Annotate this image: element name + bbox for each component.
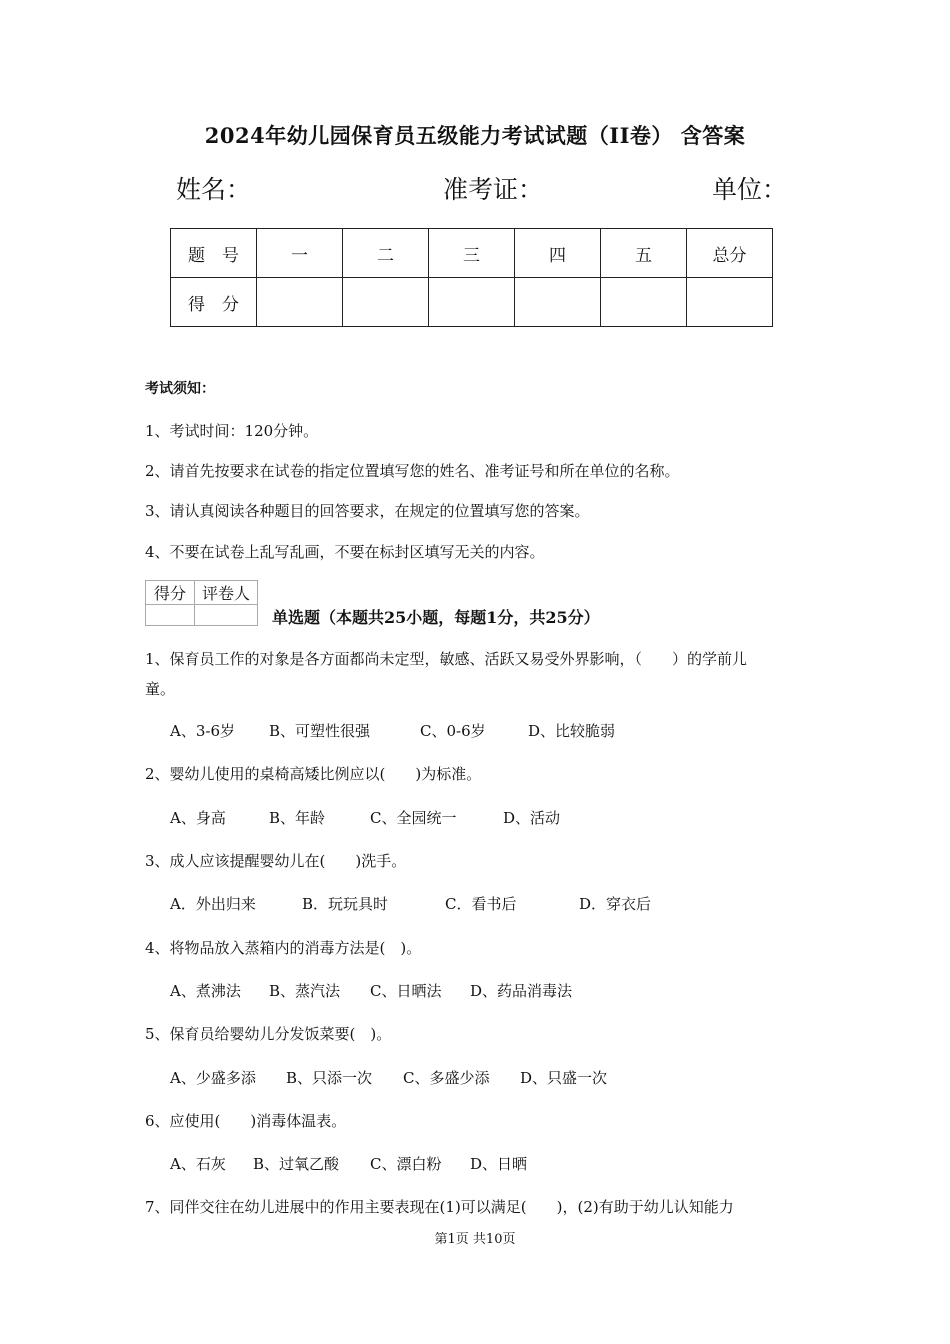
- option: B、过氧乙酸: [253, 1155, 340, 1173]
- score-input-cell: [429, 278, 515, 327]
- score-table-score-row: [171, 278, 773, 327]
- option: D、比较脆弱: [528, 722, 616, 740]
- notice-heading: 考试须知：: [145, 381, 215, 397]
- option: B、蒸汽法: [269, 982, 341, 1000]
- score-table-header-row: [171, 229, 773, 278]
- option: D．穿衣后: [579, 895, 652, 913]
- score-table-cell: 总分: [687, 229, 773, 278]
- option: A、3-6岁: [170, 722, 235, 740]
- name-label: 姓名：: [176, 175, 252, 204]
- question-stem: 6、应使用( )消毒体温表。: [145, 1112, 347, 1130]
- option: D、只盛一次: [520, 1069, 608, 1087]
- notice-item: 3、请认真阅读各种题目的回答要求，在规定的位置填写您的答案。: [145, 502, 590, 520]
- notice-item: 4、不要在试卷上乱写乱画，不要在标封区填写无关的内容。: [145, 543, 545, 561]
- notice-item: 2、请首先按要求在试卷的指定位置填写您的姓名、准考证号和所在单位的名称。: [145, 462, 680, 480]
- score-table-cell: 题 号: [171, 229, 257, 278]
- grader-box-score-label: 得分: [146, 581, 195, 605]
- option: C．看书后: [445, 895, 517, 913]
- question-stem-continued: 童。: [145, 680, 176, 698]
- unit-label: 单位：: [712, 175, 788, 204]
- grader-box: [145, 580, 258, 626]
- option: B、年龄: [269, 809, 326, 827]
- option: D、活动: [503, 809, 561, 827]
- grader-box-cell: [195, 605, 258, 626]
- score-input-cell: [601, 278, 687, 327]
- option: A、少盛多添: [170, 1069, 256, 1087]
- ticket-label: 准考证：: [443, 175, 544, 204]
- page-title: 2024年幼儿园保育员五级能力考试试题（II卷） 含答案: [204, 123, 746, 148]
- option: C、漂白粉: [370, 1155, 442, 1173]
- option: A、身高: [170, 809, 226, 827]
- option: C、0-6岁: [420, 722, 486, 740]
- score-table-cell: 三: [429, 229, 515, 278]
- option: C、日晒法: [370, 982, 442, 1000]
- question-stem: 3、成人应该提醒婴幼儿在( )洗手。: [145, 852, 407, 870]
- grader-box-grader-label: 评卷人: [195, 581, 258, 605]
- option: B、可塑性很强: [269, 722, 371, 740]
- question-stem: 7、同伴交往在幼儿进展中的作用主要表现在(1)可以满足( )，(2)有助于幼儿认知能力: [145, 1198, 734, 1216]
- option: A、石灰: [170, 1155, 226, 1173]
- option: B、只添一次: [286, 1069, 373, 1087]
- question-stem: 2、婴幼儿使用的桌椅高矮比例应以( )为标准。: [145, 765, 482, 783]
- page-footer: 第1页 共10页: [434, 1232, 516, 1247]
- score-table-cell: 二: [343, 229, 429, 278]
- option: C、全园统一: [370, 809, 457, 827]
- option: A．外出归来: [170, 895, 256, 913]
- score-input-cell: [515, 278, 601, 327]
- question-stem: 4、将物品放入蒸箱内的消毒方法是( )。: [145, 939, 422, 957]
- question-stem: 1、保育员工作的对象是各方面都尚未定型，敏感、活跃又易受外界影响，（ ）的学前儿: [145, 650, 748, 668]
- score-table-cell: 四: [515, 229, 601, 278]
- score-input-cell: [687, 278, 773, 327]
- option: A、煮沸法: [170, 982, 241, 1000]
- score-table-cell: 五: [601, 229, 687, 278]
- section-title: 单选题（本题共25小题，每题1分，共25分）: [272, 608, 600, 627]
- score-table: [170, 228, 773, 327]
- score-table-cell: 一: [257, 229, 343, 278]
- question-stem: 5、保育员给婴幼儿分发饭菜要( )。: [145, 1025, 392, 1043]
- notice-item: 1、考试时间：120分钟。: [145, 422, 319, 440]
- grader-box-cell: [146, 605, 195, 626]
- score-table-cell: 得 分: [171, 278, 257, 327]
- option: B．玩玩具时: [302, 895, 389, 913]
- score-input-cell: [257, 278, 343, 327]
- option: D、药品消毒法: [470, 982, 573, 1000]
- option: D、日晒: [470, 1155, 528, 1173]
- score-input-cell: [343, 278, 429, 327]
- option: C、多盛少添: [403, 1069, 490, 1087]
